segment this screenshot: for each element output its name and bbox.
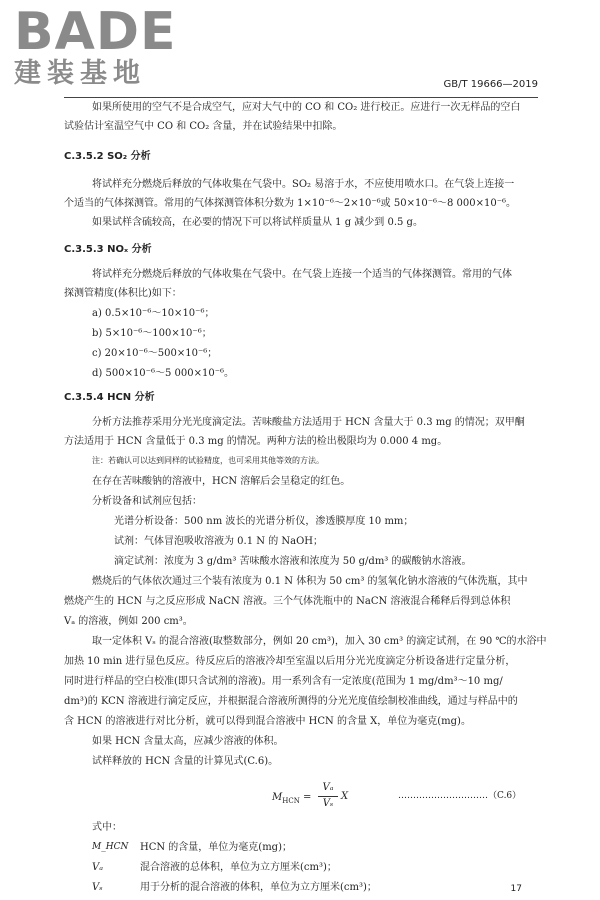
text-line: 探测管精度(体积比)如下： — [64, 288, 182, 299]
where-symbol: Vₛ — [92, 882, 103, 893]
section-heading-so2: C.3.5.2 SO₂ 分析 — [64, 151, 151, 162]
text-line: 燃烧后的气体依次通过三个装有浓度为 0.1 N 体积为 50 cm³ 的氢氧化钠水溶液的气体洗瓶，其中 — [92, 576, 528, 587]
text-line: 燃烧产生的 HCN 与之反应形成 NaCN 溶液。三个气体洗瓶中的 NaCN 溶液混合稀释后得到总体积 — [64, 596, 511, 607]
formula-lhs: M — [272, 792, 283, 803]
text-line: 同时进行样品的空白校准(即只含试剂的溶液)。用一系列含有一定浓度(范围为 1 mg/dm³～10 mg/ — [64, 676, 503, 687]
text-line: 试剂：气体冒泡吸收溶液为 0.1 N 的 NaOH； — [114, 536, 323, 547]
where-description: 用于分析的混合溶液的体积，单位为立方厘米(cm³)； — [140, 882, 377, 893]
text-line: 分析方法推荐采用分光光度滴定法。苦味酸盐方法适用于 HCN 含量大于 0.3 mg 的情况；双甲酮 — [92, 417, 525, 428]
text-line: 取一定体积 Vₛ 的混合溶液(取整数部分，例如 20 cm³)，加入 30 cm³ 的滴定试剂，在 90 ℃的水浴中 — [92, 636, 547, 647]
text-line: 如果所使用的空气不是合成空气，应对大气中的 CO 和 CO₂ 进行校正。应进行一次无样品的空白 — [92, 102, 521, 113]
fraction-bar — [318, 796, 338, 797]
where-intro: 式中： — [92, 822, 122, 833]
list-item: a) 0.5×10⁻⁶～10×10⁻⁶； — [92, 308, 215, 319]
text-line: 如果 HCN 含量太高，应减少溶液的体积。 — [92, 736, 284, 747]
formula-c6 — [272, 793, 311, 805]
list-item: d) 500×10⁻⁶～5 000×10⁻⁶。 — [92, 368, 234, 379]
list-item: b) 5×10⁻⁶～100×10⁻⁶； — [92, 328, 212, 339]
text-line: 将试样充分燃烧后释放的气体收集在气袋中。SO₂ 易溶于水，不应使用喷水口。在气袋上连接一 — [92, 179, 515, 190]
section-heading-hcn: C.3.5.4 HCN 分析 — [64, 392, 155, 403]
text-line: 将试样充分燃烧后释放的气体收集在气袋中。在气袋上连接一个适当的气体探测管。常用的气体 — [92, 269, 512, 280]
text-line: 加热 10 min 进行显色反应。待反应后的溶液冷却至室温以后用分光光度滴定分析设备进行定量分析， — [64, 656, 516, 667]
text-line: 光谱分析设备：500 nm 波长的光谱分析仪，渗透膜厚度 10 mm； — [114, 516, 414, 527]
text-line: Vₐ 的溶液，例如 200 cm³。 — [64, 616, 193, 627]
section-heading-nox: C.3.5.3 NOₓ 分析 — [64, 244, 152, 255]
page-number: 17 — [510, 884, 522, 894]
standard-number: GB/T 19666—2019 — [443, 79, 538, 90]
text-line: 试样释放的 HCN 含量的计算见式(C.6)。 — [92, 756, 279, 767]
text-line: 在存在苦味酸钠的溶液中，HCN 溶解后会呈稳定的红色。 — [92, 476, 351, 487]
formula-equals: = — [303, 792, 312, 803]
text-line: 方法适用于 HCN 含量低于 0.3 mg 的情况。两种方法的检出极限均为 0.000 4 mg。 — [64, 436, 448, 447]
formula-numerator: Vₐ — [322, 782, 334, 793]
formula-factor: X — [341, 791, 349, 802]
list-item: c) 20×10⁻⁶～500×10⁻⁶； — [92, 348, 218, 359]
where-description: HCN 的含量，单位为毫克(mg)； — [140, 842, 292, 853]
where-description: 混合溶液的总体积，单位为立方厘米(cm³)； — [140, 862, 337, 873]
logo-subtitle: 建装基地 — [14, 58, 146, 89]
where-symbol: Vₐ — [92, 862, 103, 873]
text-line: 如果试样含硫较高，在必要的情况下可以将试样质量从 1 g 减少到 0.5 g。 — [92, 217, 423, 228]
text-line: dm³)的 KCN 溶液进行滴定反应，并根据混合溶液所测得的分光光度值绘制校准曲线，通过与样品中的 — [64, 696, 518, 707]
note-line: 注：若确认可以达到同样的试验精度，也可采用其他等效的方法。 — [92, 456, 324, 465]
text-line: 分析设备和试剂应包括： — [92, 496, 202, 507]
text-line: 含 HCN 的溶液进行对比分析，就可以得到混合溶液中 HCN 的含量 X，单位为毫克(mg)。 — [64, 716, 471, 727]
text-line: 试验估计室温空气中 CO 和 CO₂ 含量，并在试验结果中扣除。 — [64, 121, 343, 132]
text-line: 个适当的气体探测管。常用的气体探测管体积分数为 1×10⁻⁶～2×10⁻⁶或 50×10⁻⁶～8 000×10⁻⁶。 — [64, 198, 516, 209]
formula-denominator: Vₛ — [322, 798, 334, 809]
text-line: 滴定试剂：浓度为 3 g/dm³ 苦味酸水溶液和浓度为 50 g/dm³ 的碳酸钠水溶液。 — [114, 556, 472, 567]
logo-wordmark: BADE — [14, 2, 177, 62]
header-rule — [64, 97, 538, 98]
formula-lhs-subscript: HCN — [282, 797, 300, 805]
where-symbol: M_HCN — [92, 842, 129, 852]
formula-label: …………………………（C.6） — [398, 791, 522, 801]
